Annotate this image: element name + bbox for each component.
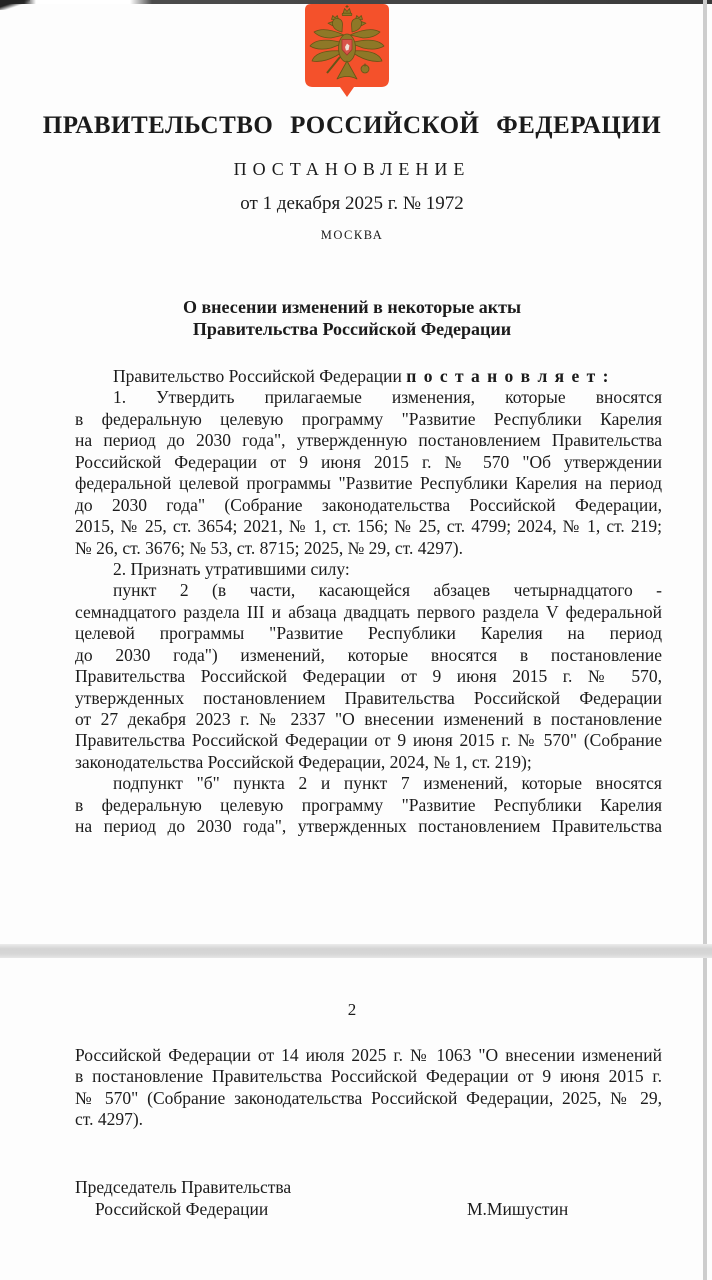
- body-line: в постановление Правительства Российской Федерации от 9 июня 2015 г.: [75, 1066, 662, 1087]
- signature-post: [75, 1176, 291, 1220]
- page-number: 2: [347, 1000, 357, 1019]
- body-line: в федеральную целевую программу "Развитие Республики Карелия: [75, 794, 662, 815]
- city-label: МОСКВА: [320, 228, 384, 242]
- document-type: ПОСТАНОВЛЕНИЕ: [233, 159, 471, 179]
- body-line: Правительства Российской Федерации от 9 июня 2015 г. № 570" (Собрание: [75, 730, 662, 751]
- body-line: до 2030 года" (Собрание законодательства Российской Федерации,: [75, 494, 662, 515]
- body-line: подпункт "б" пункта 2 и пункт 7 изменений, которые вносятся: [113, 773, 662, 794]
- body-line: до 2030 года") изменений, которые вносятся в постановление: [75, 644, 662, 665]
- body-line: утвержденных постановлением Правительства Российской Федерации: [75, 687, 662, 708]
- body-line: Правительства Российской Федерации от 9 июня 2015 г. № 570,: [75, 666, 662, 687]
- enacting-clause-verb: п о с т а н о в л я е т :: [406, 366, 610, 386]
- document-title: [0, 297, 704, 340]
- body-line: пункт 2 (в части, касающейся абзацев четырнадцатого -: [113, 580, 662, 601]
- body-line: законодательства Российской Федерации, 2024, № 1, ст. 219);: [75, 751, 532, 772]
- body-line: семнадцатого раздела III и абзаца двадцать первого раздела V федеральной: [75, 601, 662, 622]
- body-line: № 570" (Собрание законодательства Российской Федерации, 2025, № 29,: [75, 1087, 662, 1108]
- body-line: 2. Признать утратившими силу:: [113, 558, 350, 579]
- document-title-line-2: Правительства Российской Федерации: [192, 318, 512, 339]
- page-separator: [0, 944, 712, 958]
- body-line: № 26, ст. 3676; № 53, ст. 8715; 2025, № 29, ст. 4297).: [75, 537, 463, 558]
- page-2: [0, 958, 712, 1280]
- document-title-line-1: О внесении изменений в некоторые акты: [182, 297, 522, 317]
- date-and-number: от 1 декабря 2025 г. № 1972: [240, 193, 464, 214]
- body-line: 1. Утвердить прилагаемые изменения, которые вносятся: [113, 387, 662, 408]
- body-line: федеральной целевой программы "Развитие Республики Карелия на период: [75, 473, 662, 494]
- body-line: от 27 декабря 2023 г. № 2337 "О внесении изменений в постановление: [75, 709, 662, 729]
- signature-post-line-2: Российской Федерации: [95, 1199, 269, 1219]
- signature-name: М.Мишустин: [467, 1199, 569, 1219]
- enacting-clause-prefix: Правительство Российской Федерации: [113, 366, 407, 386]
- body-line: Российской Федерации от 9 июня 2015 г. № 570 "Об утверждении: [75, 451, 662, 472]
- body-line: на период до 2030 года", утвержденную постановлением Правительства: [75, 430, 662, 451]
- body-line: Российской Федерации от 14 июля 2025 г. № 1063 "О внесении изменений: [75, 1045, 662, 1065]
- page-1: [0, 4, 712, 944]
- body-line: 2015, № 25, ст. 3654; 2021, № 1, ст. 156; № 25, ст. 4799; 2024, № 1, ст. 219;: [75, 516, 662, 537]
- signature-post-line-1: Председатель Правительства: [75, 1177, 292, 1197]
- government-name: ПРАВИТЕЛЬСТВО РОССИЙСКОЙ ФЕДЕРАЦИИ: [42, 112, 662, 139]
- russia-coat-of-arms-icon: [304, 2, 390, 100]
- body-line: на период до 2030 года", утвержденных постановлением Правительства: [75, 816, 662, 837]
- page-1-body: [75, 366, 662, 838]
- body-line: целевой программы "Развитие Республики Карелия на период: [75, 623, 662, 644]
- body-line: ст. 4297).: [75, 1109, 144, 1130]
- enacting-clause: [75, 366, 662, 387]
- body-line: в федеральную целевую программу "Развитие Республики Карелия: [75, 408, 662, 429]
- page-2-body: [75, 1045, 662, 1131]
